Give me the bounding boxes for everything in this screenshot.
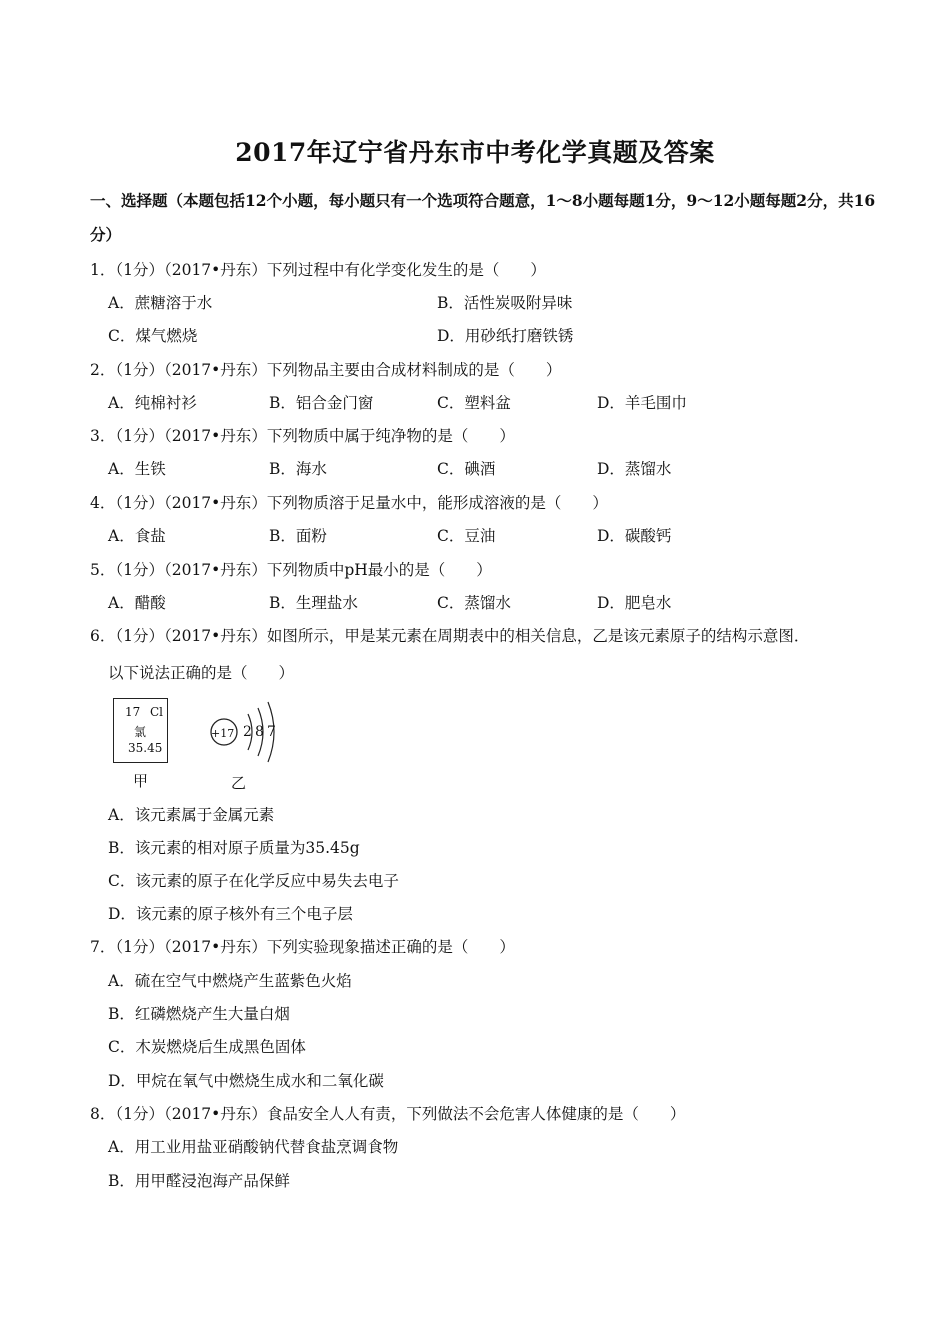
question-5-option-b: B．生理盐水 [269,594,358,612]
question-5-option-d: D．肥皂水 [597,594,672,612]
figure-label-yi: 乙 [231,774,247,792]
shell-1-electrons: 2 [243,724,252,740]
question-6-option-a: A．该元素属于金属元素 [108,806,275,824]
question-3-stem: 3．（1分）（2017•丹东）下列物质中属于纯净物的是（ ） [90,427,515,445]
question-8-option-b: B．用甲醛浸泡海产品保鲜 [108,1172,290,1190]
question-1-stem: 1．（1分）（2017•丹东）下列过程中有化学变化发生的是（ ） [90,261,546,279]
question-8-stem: 8．（1分）（2017•丹东）食品安全人人有责，下列做法不会危害人体健康的是（ ） [90,1105,686,1123]
question-4-option-c: C．豆油 [437,527,496,545]
question-6-option-d: D．该元素的原子核外有三个电子层 [108,905,353,923]
question-1-option-b: B．活性炭吸附异味 [437,294,573,312]
question-1-option-d: D．用砂纸打磨铁锈 [437,327,574,345]
question-6-stem: 6．（1分）（2017•丹东）如图所示，甲是某元素在周期表中的相关信息，乙是该元素原子的结构示意图． [90,627,810,645]
shell-3-electrons: 7 [267,724,276,740]
element-name: 氯 [134,725,147,739]
figure-label-jia: 甲 [133,772,149,790]
page-title: 2017年辽宁省丹东市中考化学真题及答案 [235,138,715,167]
question-3-option-c: C．碘酒 [437,460,496,478]
question-2-option-c: C．塑料盆 [437,394,511,412]
element-symbol: Cl [150,705,164,719]
question-4-option-b: B．面粉 [269,527,327,545]
element-number: 17 [125,705,141,719]
question-2-option-d: D．羊毛围巾 [597,394,687,412]
question-7-option-a: A．硫在空气中燃烧产生蓝紫色火焰 [108,972,352,990]
question-5-option-c: C．蒸馏水 [437,594,511,612]
question-4-stem: 4．（1分）（2017•丹东）下列物质溶于足量水中，能形成溶液的是（ ） [90,494,608,512]
question-6-option-c: C．该元素的原子在化学反应中易失去电子 [108,872,399,890]
atomic-mass: 35.45 [128,741,163,755]
question-3-option-a: A．生铁 [108,460,166,478]
question-7-stem: 7．（1分）（2017•丹东）下列实验现象描述正确的是（ ） [90,938,515,956]
question-4-option-d: D．碳酸钙 [597,527,672,545]
question-5-stem: 5．（1分）（2017•丹东）下列物质中pH最小的是（ ） [90,561,492,579]
question-1-option-c: C．煤气燃烧 [108,327,198,345]
question-6-stem-continued: 以下说法正确的是（ ） [108,664,295,682]
question-7-option-c: C．木炭燃烧后生成黑色固体 [108,1038,306,1056]
question-4-option-a: A．食盐 [108,527,166,545]
question-8-option-a: A．用工业用盐亚硝酸钠代替食盐烹调食物 [108,1138,399,1156]
question-7-option-b: B．红磷燃烧产生大量白烟 [108,1005,290,1023]
question-3-option-b: B．海水 [269,460,327,478]
question-6-option-b: B．该元素的相对原子质量为35.45g [108,839,360,857]
question-5-option-a: A．醋酸 [108,594,166,612]
shell-2-electrons: 8 [255,724,264,740]
question-2-option-b: B．铝合金门窗 [269,394,374,412]
section-heading: 一、选择题（本题包括12个小题，每小题只有一个选项符合题意，1～8小题每题1分，9～12小题每题2分，共16分） [90,191,876,244]
nucleus-charge: +17 [211,727,235,740]
question-3-option-d: D．蒸馏水 [597,460,672,478]
question-2-option-a: A．纯棉衬衫 [108,394,197,412]
question-7-option-d: D．甲烷在氧气中燃烧生成水和二氧化碳 [108,1072,384,1090]
element-card [113,698,168,763]
question-1-option-a: A．蔗糖溶于水 [108,294,213,312]
question-2-stem: 2．（1分）（2017•丹东）下列物品主要由合成材料制成的是（ ） [90,361,562,379]
